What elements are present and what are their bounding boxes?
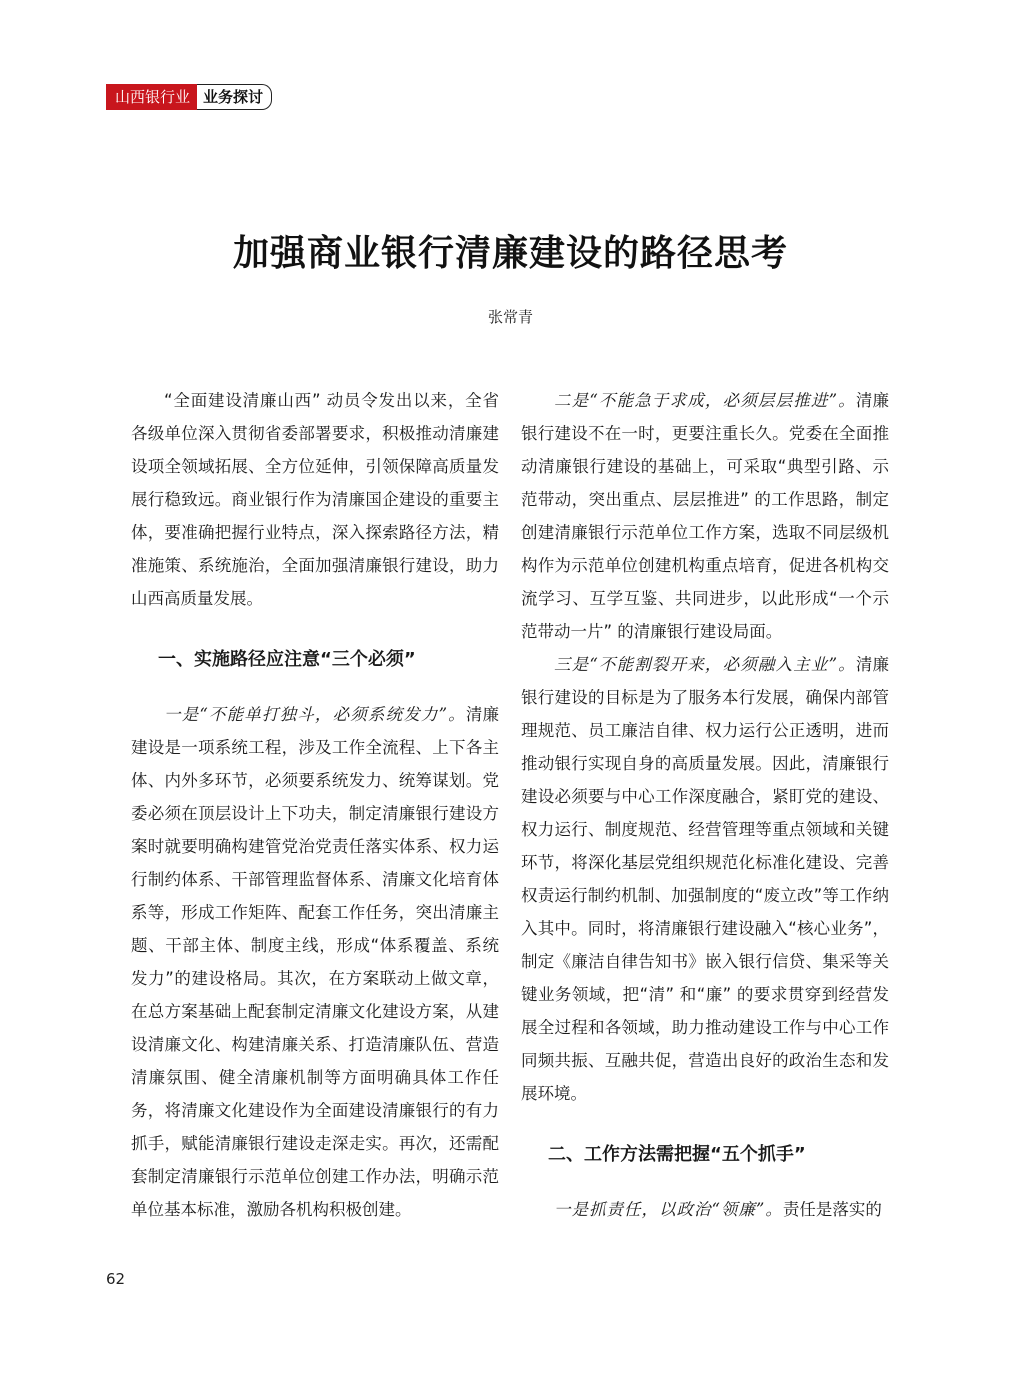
point-2-body: 清廉银行建设不在一时，更要注重长久。党委在全面推动清廉银行建设的基础上，可采取“典型引路、示范带动，突出重点、层层推进” 的工作思路，制定创建清廉银行示范单位工作方案，选取不同层级机构作为示范单位创建机构重点培育，促进各机构交流学习、互学互鉴、共同进步，以此形成“一个示范带动一片” 的清廉银行建设局面。: [521, 391, 890, 641]
right-column: [521, 384, 889, 1226]
method-1-body: 责任是落实的: [782, 1200, 882, 1219]
intro-paragraph: “全面建设清廉山西” 动员令发出以来，全省各级单位深入贯彻省委部署要求，积极推动清廉建设项全领域拓展、全方位延伸，引领保障高质量发展行稳致远。商业银行作为清廉国企建设的重要主体，要准确把握行业特点，深入探索路径方法，精准施策、系统施治，全面加强清廉银行建设，助力山西高质量发展。: [131, 391, 499, 608]
page-number: 62: [106, 1270, 126, 1288]
paragraph-point-3: [521, 648, 889, 1110]
point-3-body: 清廉银行建设的目标是为了服务本行发展，确保内部管理规范、员工廉洁自律、权力运行公正透明，进而推动银行实现自身的高质量发展。因此，清廉银行建设必须要与中心工作深度融合，紧盯党的建设、权力运行、制度规范、经营管理等重点领域和关键环节，将深化基层党组织规范化标准化建设、完善权责运行制约机制、加强制度的“废立改”等工作纳入其中。同时，将清廉银行建设融入“核心业务”，制定《廉洁自律告知书》嵌入银行信贷、集采等关键业务领域，把“清” 和“廉” 的要求贯穿到经营发展全过程和各领域，助力推动建设工作与中心工作同频共振、互融共促，营造出良好的政治生态和发展环境。: [521, 655, 890, 1103]
left-column: [131, 384, 499, 1226]
paragraph-method-1: [521, 1193, 889, 1226]
method-1-lead: 一是抓责任，以政治“领廉”。: [554, 1200, 783, 1219]
section-tag-secondary: 业务探讨: [197, 84, 272, 110]
point-1-lead: 一是“不能单打独斗，必须系统发力”。: [164, 705, 466, 724]
section-heading-1: 一、实施路径应注意“三个必须”: [158, 649, 416, 670]
point-1-body: 清廉建设是一项系统工程，涉及工作全流程、上下各主体、内外多环节，必须要系统发力、统筹谋划。党委必须在顶层设计上下功夫，制定清廉银行建设方案时就要明确构建管党治党责任落实体系、权力运行制约体系、干部管理监督体系、清廉文化培育体系等，形成工作矩阵、配套工作任务，突出清廉主题、干部主体、制度主线，形成“体系覆盖、系统发力”的建设格局。其次，在方案联动上做文章，在总方案基础上配套制定清廉文化建设方案，从建设清廉文化、构建清廉关系、打造清廉队伍、营造清廉氛围、健全清廉机制等方面明确具体工作任务，将清廉文化建设作为全面建设清廉银行的有力抓手，赋能清廉银行建设走深走实。再次，还需配套制定清廉银行示范单位创建工作办法，明确示范单位基本标准，激励各机构积极创建。: [131, 705, 500, 1219]
point-2-lead: 二是“不能急于求成，必须层层推进”。: [554, 391, 856, 410]
article-title: 加强商业银行清廉建设的路径思考: [232, 232, 788, 274]
section-tag: [106, 84, 272, 110]
point-3-lead: 三是“不能割裂开来，必须融入主业”。: [554, 655, 856, 674]
paragraph-point-1: [131, 698, 499, 1226]
section-heading-2: 二、工作方法需把握“五个抓手”: [548, 1144, 806, 1165]
article-author: 张常青: [487, 308, 533, 326]
paragraph-point-2: [521, 384, 889, 648]
section-tag-primary: 山西银行业: [106, 84, 197, 110]
